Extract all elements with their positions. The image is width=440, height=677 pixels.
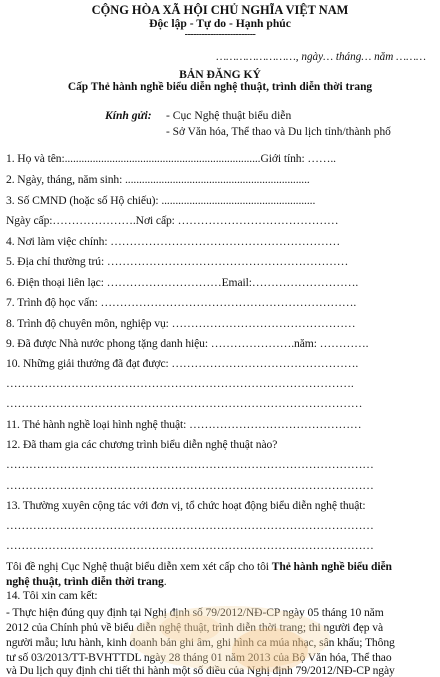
commit-line-3: người mẫu; lưu hành, kinh doanh bản ghi âm, ghi hình ca múa nhạc, sân khấu; Thông [6, 636, 395, 649]
commit-line-1: - Thực hiện đúng quy định tại Nghị định số 79/2012/NĐ-CP ngày 05 tháng 10 năm [6, 606, 384, 619]
field-programs-line-3: …………………………………………………………………………………… [6, 479, 374, 492]
request-bold-1: Thẻ hành nghề biểu diễn [271, 560, 392, 573]
recipient-line-2: - Sở Văn hóa, Thể thao và Du lịch tỉnh/thành phố [166, 126, 391, 138]
field-birth-date: 2. Ngày, tháng, năm sinh: .................................................................. [6, 173, 310, 186]
document-subtitle: Cấp Thẻ hành nghề biểu diễn nghệ thuật, trình diễn thời trang [67, 81, 373, 93]
field-prizes: 10. Những giải thưởng đã đạt được: …………………………………………. [6, 357, 359, 370]
field-workplace: 4. Nơi làm việc chính: …………………………………………………… [6, 235, 341, 248]
field-title-awarded: 9. Đã được Nhà nước phong tặng danh hiệu: ………………….năm: …………. [6, 337, 369, 350]
field-art-type: 11. Thẻ hành nghề loại hình nghệ thuật: ……………………………………… [6, 418, 362, 431]
field-programs-line-2: …………………………………………………………………………………… [6, 458, 374, 471]
motto: Độc lập - Tự do - Hạnh phúc [149, 17, 291, 30]
recipient-line-1: - Cục Nghệ thuật biểu diễn [166, 109, 292, 122]
date-line: ……………………, ngày… tháng… năm ……… [216, 51, 426, 63]
field-education: 7. Trình độ học vấn: …………………………………………………………. [6, 296, 357, 309]
watermark-logo-icon [120, 588, 340, 673]
recipient-label: Kính gửi: [105, 109, 152, 122]
commit-line-5: và Du lịch quy định chi tiết thi hành một số điều của Nghị định 79/2012/NĐ-CP ngày [6, 664, 395, 677]
request-bold-2: nghệ thuật, trình diễn thời trang [6, 575, 164, 588]
field-collaboration: 13. Thường xuyên cộng tác với đơn vị, tổ chức hoạt động biểu diễn nghệ thuật: [6, 499, 366, 512]
document-title: BẢN ĐĂNG KÝ [179, 68, 261, 81]
field-qualification: 8. Trình độ chuyên môn, nghiệp vụ: ………………………………………… [6, 317, 356, 330]
commit-line-2: 2012 của Chính phủ về biểu diễn nghệ thuật, trình diễn thời trang; thi người đẹp và [6, 621, 383, 634]
request-prefix: Tôi đề nghị Cục Nghệ thuật biểu diễn xem xét cấp cho tôi [6, 560, 272, 573]
field-programs: 12. Đã tham gia các chương trình biểu diễn nghệ thuật nào? [6, 438, 278, 451]
header-rule: ------------------------- [184, 29, 256, 40]
field-full-name: 1. Họ và tên:......................................................................Giới tính: …….. [6, 152, 336, 165]
field-collaboration-line-3: …………………………………………………………………………………… [6, 539, 374, 552]
field-phone-email: 6. Điện thoại liên lạc: …………………………Email:………………………. [6, 276, 359, 289]
commit-heading: 14. Tôi xin cam kết: [6, 589, 98, 602]
request-line-1 [6, 560, 392, 573]
request-suffix: . [163, 575, 167, 588]
field-prizes-line-2: ………………………………………………………………………………. [6, 377, 354, 390]
field-id-number: 3. Số CMND (hoặc số Hộ chiếu): ....................................................... [6, 194, 316, 207]
field-prizes-line-3: ………………………………………………………………………………… [6, 397, 363, 410]
field-collaboration-line-2: …………………………………………………………………………………… [6, 519, 374, 532]
request-line-2 [6, 575, 167, 588]
republic-heading: CỘNG HÒA XÃ HỘI CHỦ NGHĨA VIỆT NAM [91, 3, 349, 17]
field-permanent-address: 5. Địa chỉ thường trú: ……………………………………………………… [6, 255, 349, 268]
field-issue-date-place: Ngày cấp:………………….Nơi cấp: …………………………………… [6, 214, 339, 227]
commit-line-4: tư số 03/2013/TT-BVHTTDL ngày 28 tháng 01 năm 2013 của Bộ Văn hóa, Thể thao [6, 651, 392, 664]
